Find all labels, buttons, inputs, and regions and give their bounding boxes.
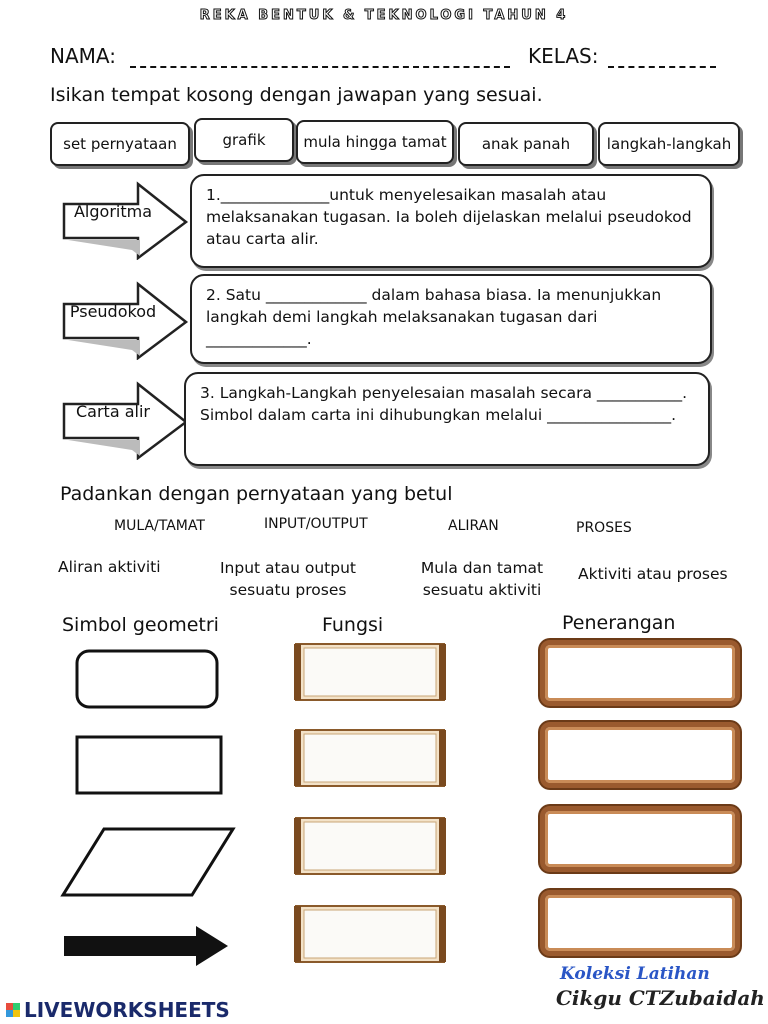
term-arrow-pseudokod xyxy=(58,278,190,360)
rectangle-icon xyxy=(74,734,224,796)
function-tag[interactable]: PROSES xyxy=(576,520,632,536)
description-tag[interactable]: Aliran aktiviti xyxy=(58,558,161,576)
description-answer-slot[interactable] xyxy=(540,890,740,956)
term-label: Algoritma xyxy=(73,202,153,221)
word-bank-item: set pernyataan xyxy=(50,122,190,166)
column-header-symbol: Simbol geometri xyxy=(62,614,219,636)
description-answer-slot[interactable] xyxy=(540,806,740,872)
word-bank-item: langkah-langkah xyxy=(598,122,740,166)
name-field[interactable] xyxy=(130,46,510,68)
section2-instruction: Padankan dengan pernyataan yang betul xyxy=(60,483,453,505)
class-field[interactable] xyxy=(608,46,716,68)
function-tag[interactable]: ALIRAN xyxy=(448,518,499,534)
liveworksheets-logo xyxy=(6,998,230,1022)
column-header-function: Fungsi xyxy=(322,614,384,636)
worksheet-header-title: REKA BENTUK & TEKNOLOGI TAHUN 4 xyxy=(199,8,569,23)
function-answer-slot[interactable] xyxy=(294,814,446,876)
term-arrow-algoritma xyxy=(58,178,190,260)
word-bank-item: mula hingga tamat xyxy=(296,120,454,164)
term-label: Carta alir xyxy=(76,402,150,421)
section1-instruction: Isikan tempat kosong dengan jawapan yang sesuai. xyxy=(50,84,543,106)
liveworksheets-mark-icon xyxy=(6,1003,20,1017)
parallelogram-icon xyxy=(60,826,236,898)
description-tag[interactable]: Input atau output sesuatu proses xyxy=(219,559,356,599)
description-tag[interactable]: Aktiviti atau proses xyxy=(578,565,728,583)
name-label: NAMA: xyxy=(50,44,116,68)
function-answer-slot[interactable] xyxy=(294,640,446,702)
function-answer-slot[interactable] xyxy=(294,726,446,788)
signature-line-2: Cikgu CTZubaidah xyxy=(556,986,765,1010)
function-tag[interactable]: MULA/TAMAT xyxy=(114,518,205,534)
function-answer-slot[interactable] xyxy=(294,902,446,964)
question-box-3: 3. Langkah-Langkah penyelesaian masalah secara ___________. Simbol dalam carta ini dihubungkan melalui ________________. xyxy=(184,372,710,466)
description-answer-slot[interactable] xyxy=(540,640,740,706)
word-bank-item: grafik xyxy=(194,118,294,162)
signature-line-1: Koleksi Latihan xyxy=(560,964,710,984)
question-box-1: 1.______________untuk menyelesaikan masalah atau melaksanakan tugasan. Ia boleh dijelaskan melalui pseudokod atau carta alir. xyxy=(190,174,712,268)
arrow-icon xyxy=(60,924,232,968)
description-tag[interactable]: Mula dan tamat sesuatu aktiviti xyxy=(420,559,544,599)
brand-name: LIVEWORKSHEETS xyxy=(24,998,230,1022)
function-tag[interactable]: INPUT/OUTPUT xyxy=(264,516,368,532)
description-answer-slot[interactable] xyxy=(540,722,740,788)
column-header-description: Penerangan xyxy=(562,612,676,634)
term-arrow-carta-alir xyxy=(58,378,190,460)
rounded-rectangle-icon xyxy=(74,648,222,710)
word-bank-item: anak panah xyxy=(458,122,594,166)
term-label: Pseudokod xyxy=(69,302,157,321)
class-label: KELAS: xyxy=(528,44,599,68)
question-box-2: 2. Satu _____________ dalam bahasa biasa. Ia menunjukkan langkah demi langkah melaksanakan tugasan dari _____________. xyxy=(190,274,712,364)
